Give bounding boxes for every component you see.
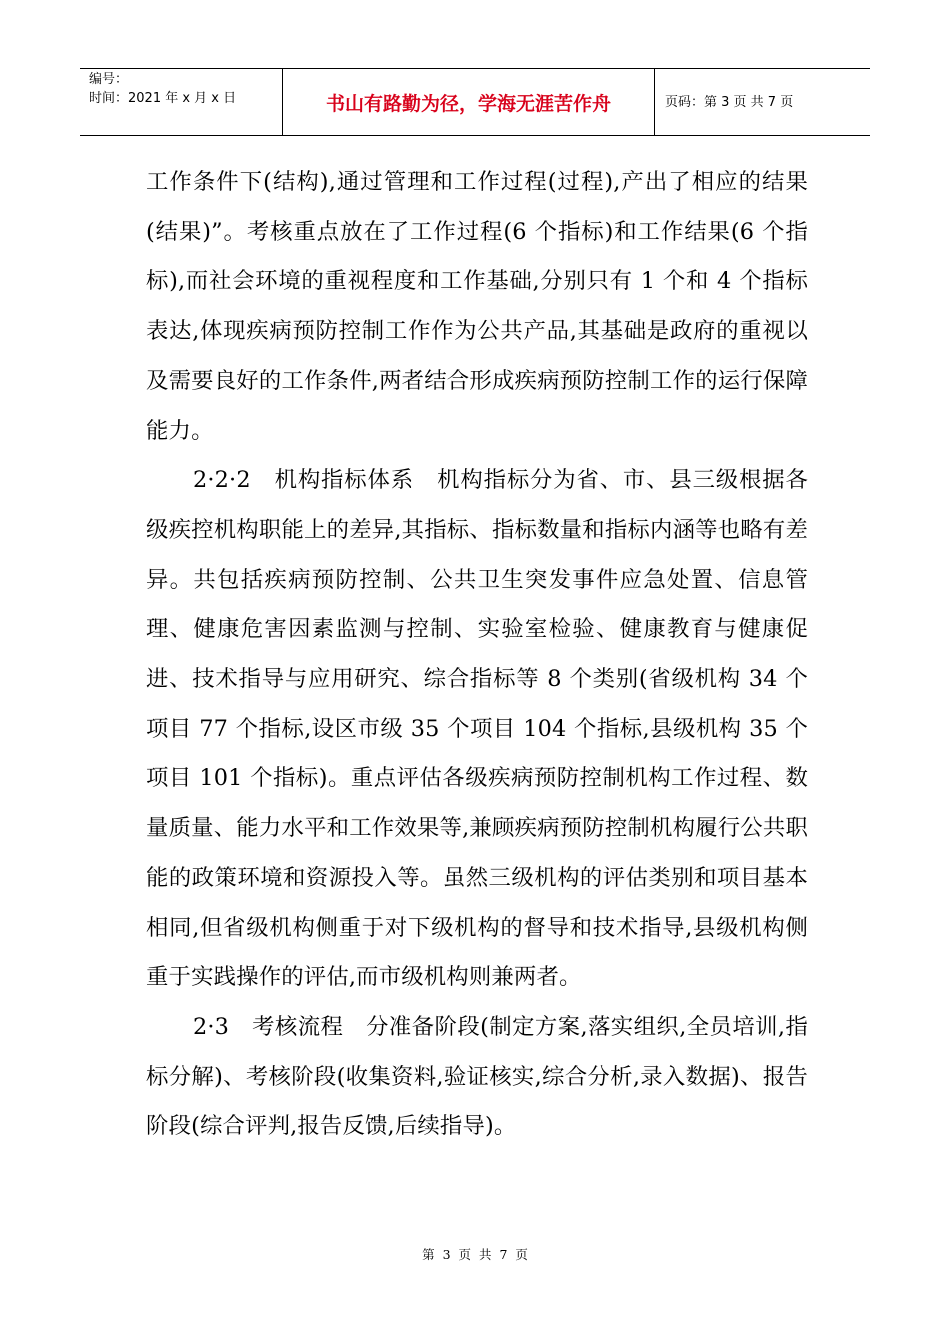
header-page-code: 页码：第 3 页 共 7 页 [665,95,794,110]
document-number-label: 编号： [89,72,129,87]
document-header [80,68,870,136]
header-meta-cell [80,69,283,135]
header-motto: 书山有路勤为径，学海无涯苦作舟 [325,93,611,115]
page-footer: 第 3 页 共 7 页 [422,1247,528,1262]
header-motto-cell [283,69,655,135]
document-time-label: 时间：2021 年 x 月 x 日 [89,91,237,106]
document-body [146,158,808,1152]
body-paragraph: 工作条件下(结构),通过管理和工作过程(过程),产出了相应的结果(结果)”。考核重点放在了工作过程(6 个指标)和工作结果(6 个指标),而社会环境的重视程度和工作基础,分别只有 1 个和 4 个指标表达,体现疾病预防控制工作作为公共产品,其基础是政府的重视以及需要良好的工作条件,两者结合形成疾病预防控制工作的运行保障能力。 [146,169,808,444]
body-paragraph: 2·3 考核流程 分准备阶段(制定方案,落实组织,全员培训,指标分解)、考核阶段(收集资料,验证核实,综合分析,录入数据)、报告阶段(综合评判,报告反馈,后续指导)。 [146,1013,808,1140]
body-paragraph: 2·2·2 机构指标体系 机构指标分为省、市、县三级根据各级疾控机构职能上的差异,其指标、指标数量和指标内涵等也略有差异。共包括疾病预防控制、公共卫生突发事件应急处置、信息管理、健康危害因素监测与控制、实验室检验、健康教育与健康促进、技术指导与应用研究、综合指标等 8 个类别(省级机构 34 个项目 77 个指标,设区市级 35 个项目 104 个指标,县级机构 35 个项目 101 个指标)。重点评估各级疾病预防控制机构工作过程、数量质量、能力水平和工作效果等,兼顾疾病预防控制机构履行公共职能的政策环境和资源投入等。虽然三级机构的评估类别和项目基本相同,但省级机构侧重于对下级机构的督导和技术指导,县级机构侧重于实践操作的评估,而市级机构则兼两者。 [146,467,808,991]
header-page-cell [655,69,870,135]
